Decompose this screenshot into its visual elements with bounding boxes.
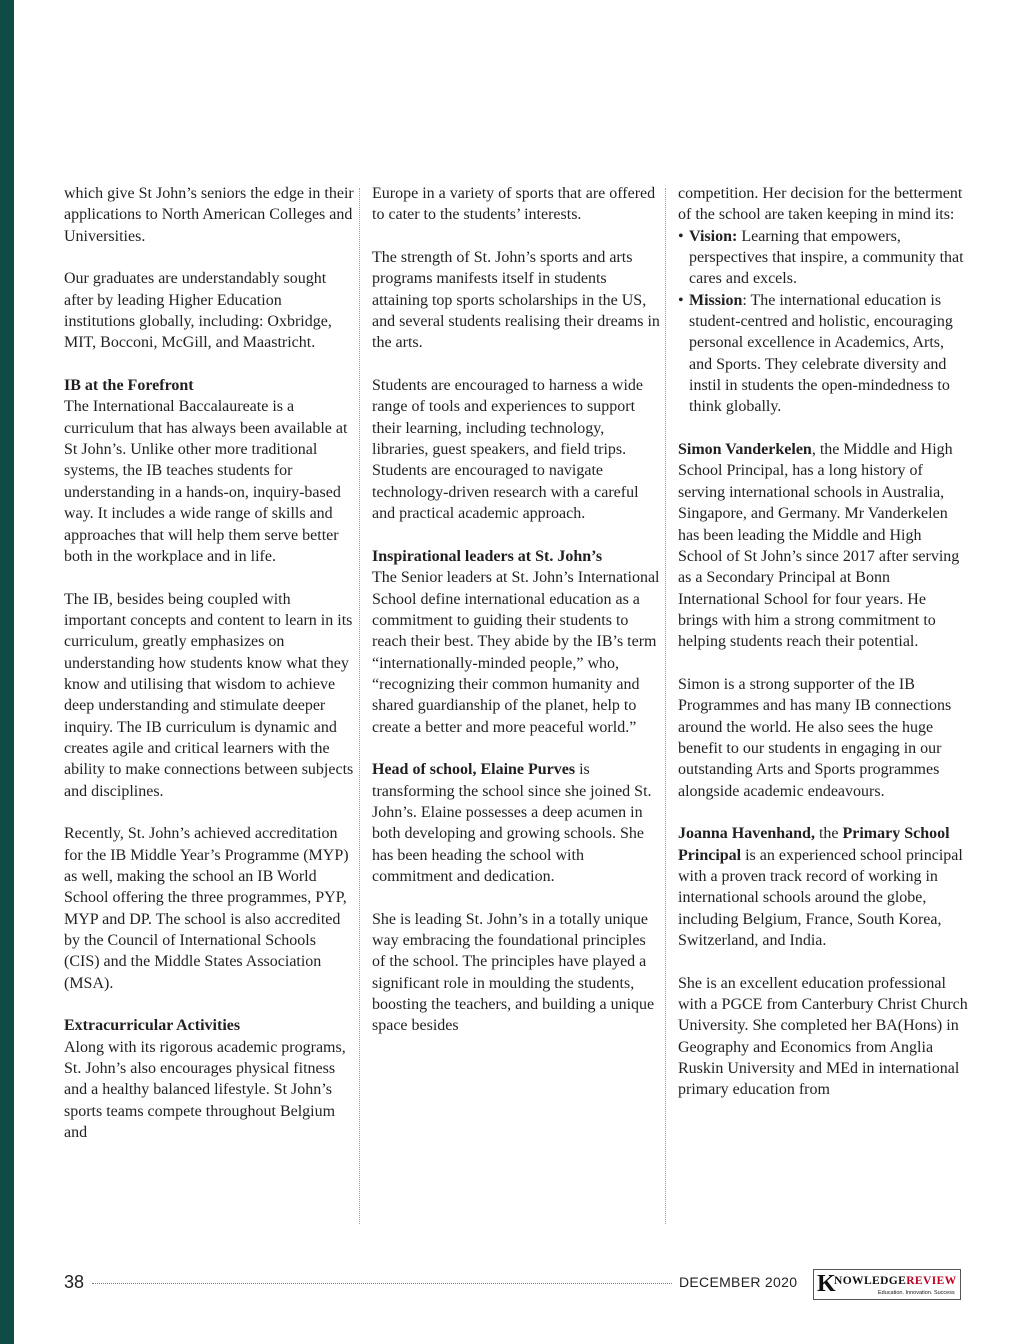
- paragraph: Europe in a variety of sports that are offered to cater to the students’ interests.: [372, 185, 656, 224]
- paragraph-text: the: [814, 825, 843, 843]
- paragraph: which give St John’s seniors the edge in their applications to North American Colleges and Universities.: [64, 185, 354, 245]
- paragraph: The strength of St. John’s sports and arts programs manifests itself in students attaining top sports scholarships in the US, and several students realising their dreams in the arts.: [372, 249, 660, 352]
- logo-tagline: Education. Innovation. Success: [878, 1290, 955, 1296]
- logo-word-review: REVIEW: [906, 1275, 957, 1287]
- paragraph-text: is an experienced school principal with a proven track record of working in international schools around the globe, including Belgium, France, South Korea, Switzerland, and India.: [678, 846, 963, 950]
- paragraph-text: is transforming the school since she joined St. John’s. Elaine possesses a deep acumen in both developing and growing schools. She has been heading the school with commitment and dedication.: [372, 761, 652, 885]
- mission-text: : The international education is student-centred and holistic, encouraging personal excellence in Academics, Arts, and Sports. They celebrate diversity and instil in students the open-mindedness to think globally.: [689, 291, 953, 416]
- paragraph: The IB, besides being coupled with important concepts and content to learn in its curriculum, greatly emphasizes on understanding how students know what they know and utilising that wisdom to achieve deep understanding and stimulate deeper inquiry. The IB curriculum is dynamic and creates agile and critical learners with the ability to make connections between subjects and disciplines.: [64, 590, 354, 800]
- bold-name: Head of school, Elaine Purves: [372, 761, 576, 779]
- paragraph: [678, 823, 968, 951]
- logo-k-icon: K: [817, 1271, 836, 1297]
- column-divider: [359, 188, 360, 1224]
- paragraph: competition. Her decision for the betterment of the school are taken keeping in mind its:: [678, 185, 963, 224]
- paragraph: The International Baccalaureate is a curriculum that has always been available at St John’s. Unlike other more traditional systems, the IB teaches students for understanding in a hands-on, inquiry-based way. It includes a wide range of skills and approaches that will help them serve better both in the workplace and in life.: [64, 398, 348, 565]
- logo-wordmark: [834, 1275, 957, 1287]
- section-heading-ib: IB at the Forefront: [64, 377, 194, 395]
- article-column-2: [372, 183, 662, 1058]
- bold-name: Simon Vanderkelen: [678, 441, 812, 459]
- paragraph: Students are encouraged to harness a wide range of tools and experiences to support their learning, including technology, libraries, guest speakers, and field trips. Students are encouraged to navigate technology-driven research with a careful and practical academic approach.: [372, 377, 644, 523]
- footer-dotted-rule: [92, 1283, 672, 1284]
- vision-label: Vision:: [689, 227, 738, 245]
- paragraph: [372, 759, 662, 887]
- mission-label: Mission: [689, 291, 743, 309]
- page-number: 38: [64, 1272, 85, 1292]
- list-item-vision: [678, 226, 968, 290]
- paragraph: Recently, St. John’s achieved accreditation for the IB Middle Year’s Programme (MYP) as well, making the school an IB World School offering the three programmes, PYP, MYP and DP. The school is also accredited by the Council of International Schools (CIS) and the Middle States Association (MSA).: [64, 825, 349, 992]
- paragraph: The Senior leaders at St. John’s International School define international education as a commitment to guiding their students to reach their best. They abide by the IB’s term “internationally-minded people,” who, “recognizing their common humanity and shared guardianship of the planet, help to create a better and more peaceful world.”: [372, 569, 660, 736]
- list-item-mission: [678, 290, 968, 418]
- article-column-1: [64, 183, 354, 1165]
- paragraph: [678, 439, 968, 652]
- bold-name: Joanna Havenhand,: [678, 825, 815, 843]
- paragraph: She is leading St. John’s in a totally unique way embracing the foundational principles of the school. The principles have played a significant role in moulding the students, boosting the teachers, and building a unique space besides: [372, 910, 655, 1035]
- paragraph: Simon is a strong supporter of the IB Programmes and has many IB connections around the world. He also sees the huge benefit to our students in engaging in our outstanding Arts and Sports programmes alongside academic endeavours.: [678, 675, 952, 800]
- knowledge-review-logo: [813, 1269, 961, 1300]
- sidebar-accent-bar: [0, 0, 14, 1344]
- paragraph: Along with its rigorous academic programs, St. John’s also encourages physical fitness and a healthy balanced lifestyle. St John’s sports teams compete throughout Belgium and: [64, 1038, 346, 1142]
- vision-text: Learning that empowers, perspectives that inspire, a community that cares and excels.: [689, 227, 964, 288]
- article-column-3: [678, 183, 968, 1122]
- column-divider: [665, 188, 666, 1224]
- issue-date: DECEMBER 2020: [679, 1274, 798, 1290]
- logo-word-knowledge: NOWLEDGE: [834, 1275, 907, 1287]
- paragraph: She is an excellent education professional with a PGCE from Canterbury Christ Church University. She completed her BA(Hons) in Geography and Economics from Anglia Ruskin University and MEd in international primary education from: [678, 974, 968, 1099]
- paragraph-text: , the Middle and High School Principal, has a long history of serving international schools in Australia, Singapore, and Germany. Mr Vanderkelen has been leading the Middle and High School of St John’s since 2017 after serving as a Secondary Principal at Bonn International School for four years. He brings with him a strong commitment to helping students reach their potential.: [678, 441, 960, 651]
- bold-title: Primary School Principal: [678, 825, 950, 864]
- paragraph: Our graduates are understandably sought after by leading Higher Education institutions globally, including: Oxbridge, MIT, Bocconi, McGill, and Maastricht.: [64, 270, 332, 352]
- section-heading-extracurricular: Extracurricular Activities: [64, 1017, 241, 1035]
- vision-mission-list: [678, 226, 968, 418]
- section-heading-leaders: Inspirational leaders at St. John’s: [372, 547, 603, 565]
